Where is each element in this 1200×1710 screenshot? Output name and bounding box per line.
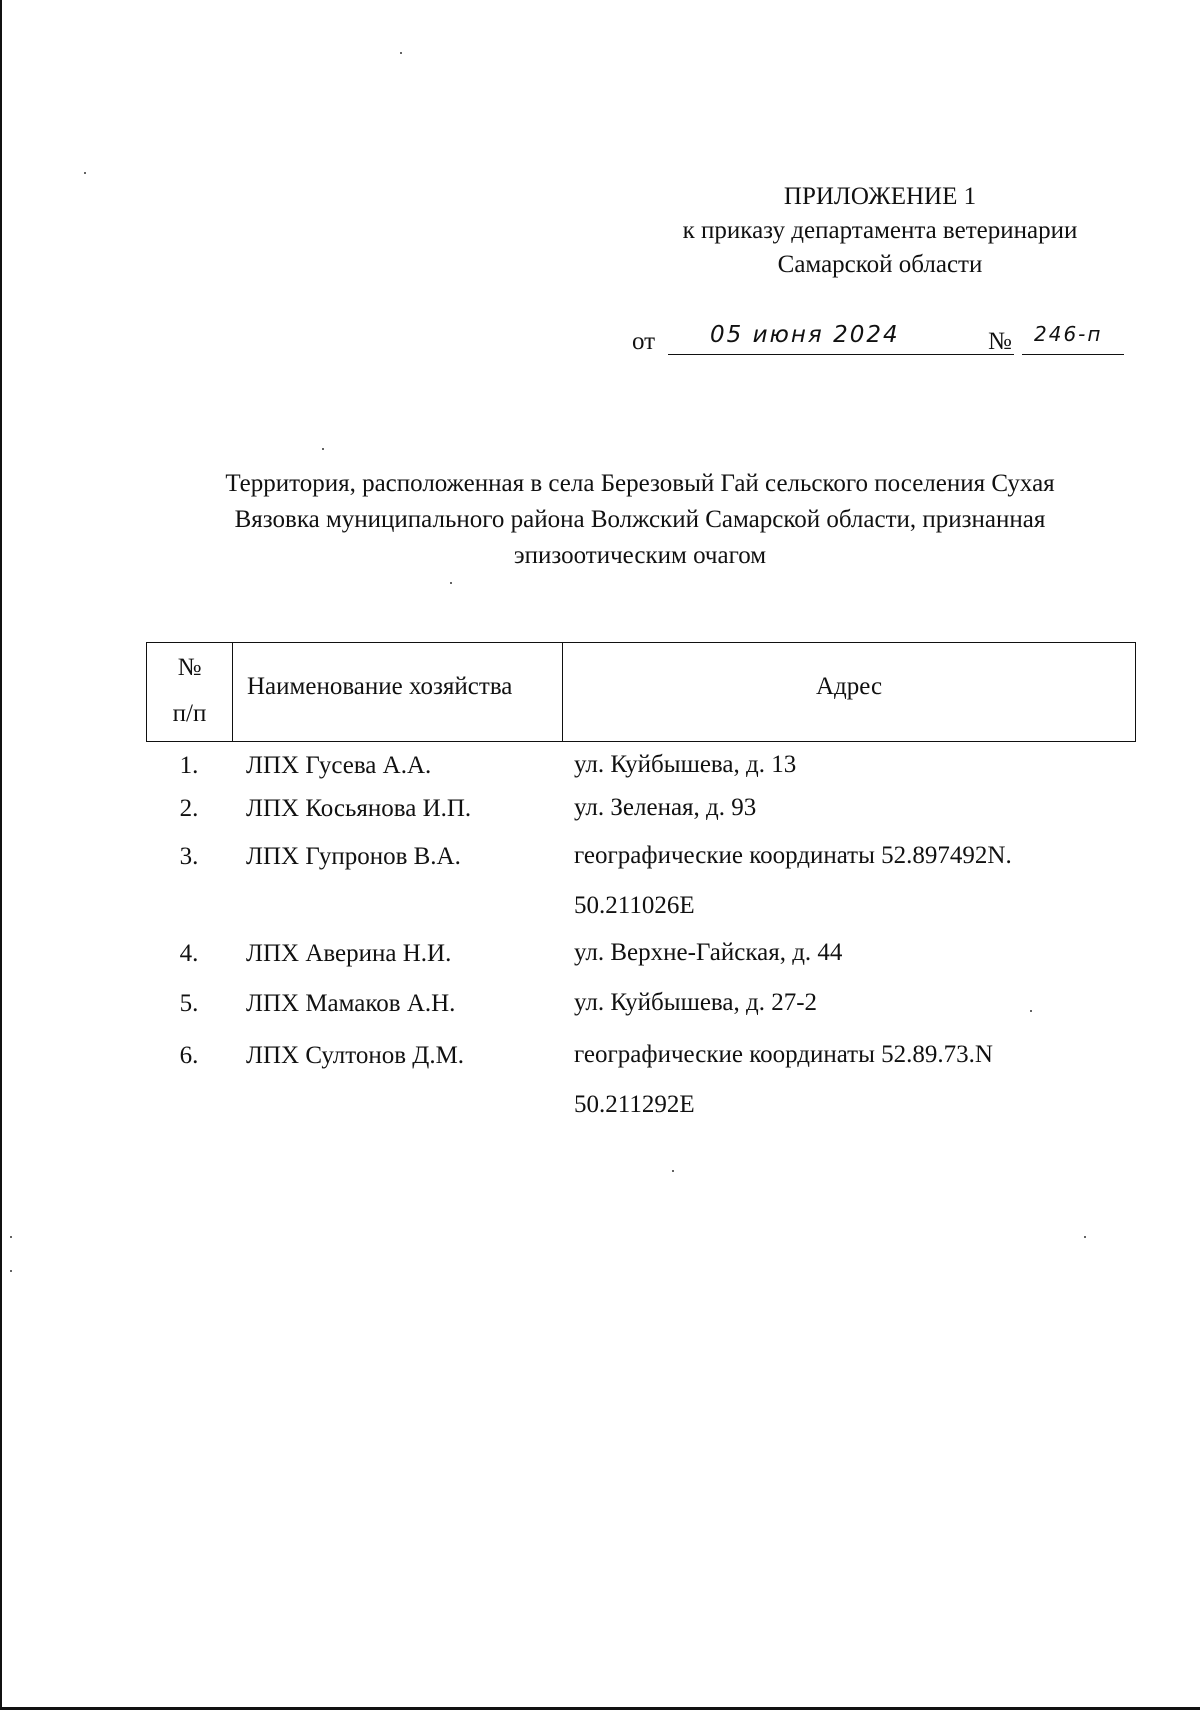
order-number-field [1022, 322, 1124, 355]
row-number: 5. [179, 990, 199, 1017]
row-number: 6. [179, 1042, 199, 1069]
row-address: географические координаты 52.897492N. [574, 842, 1012, 869]
appendix-region: Самарской области [777, 251, 983, 278]
document-title [160, 466, 1120, 574]
row-number: 4. [179, 940, 199, 967]
header-number [147, 643, 233, 741]
title-line: Вязовка муниципального района Волжский Самарской области, признанная [234, 506, 1046, 533]
row-address-continued: 50.211026E [574, 892, 695, 919]
row-number: 3. [179, 843, 199, 870]
scan-edge-left [0, 0, 2, 1710]
order-date-field [668, 322, 1014, 355]
order-from-label: от [632, 328, 656, 355]
header-number-pp: п/п [172, 700, 207, 727]
row-address: ул. Верхне-Гайская, д. 44 [574, 939, 843, 966]
title-line: Территория, расположенная в села Березовый Гай сельского поселения Сухая [225, 470, 1055, 497]
scan-speck [84, 172, 86, 174]
table-header [146, 642, 1136, 742]
row-number: 2. [179, 795, 199, 822]
order-number-handwritten: 246-п [1034, 322, 1103, 346]
scan-speck [400, 52, 402, 54]
row-farm-name: ЛПХ Гупронов В.А. [246, 843, 461, 870]
order-date-handwritten: 05 июня 2024 [710, 322, 900, 348]
row-address: ул. Куйбышева, д. 27-2 [574, 989, 818, 1016]
title-line: эпизоотическим очагом [513, 542, 767, 569]
appendix-order-reference: к приказу департамента ветеринарии [682, 217, 1078, 244]
scan-speck [450, 582, 452, 584]
row-address: ул. Куйбышева, д. 13 [574, 751, 797, 778]
scan-speck [10, 1270, 12, 1272]
order-number-label: № [988, 328, 1012, 355]
row-farm-name: ЛПХ Аверина Н.И. [246, 940, 452, 967]
scan-speck [1084, 1236, 1086, 1238]
scan-speck [1030, 1010, 1032, 1012]
row-farm-name: ЛПХ Гусева А.А. [246, 752, 432, 779]
row-farm-name: ЛПХ Мамаков А.Н. [246, 990, 456, 1017]
row-address: ул. Зеленая, д. 93 [574, 794, 757, 821]
header-number-symbol: № [177, 654, 202, 681]
row-number: 1. [179, 752, 199, 779]
appendix-heading: ПРИЛОЖЕНИЕ 1 [783, 183, 977, 210]
appendix-header [640, 180, 1120, 282]
scan-speck [322, 448, 324, 450]
row-address: географические координаты 52.89.73.N [574, 1041, 993, 1068]
header-farm-name: Наименование хозяйства [233, 643, 563, 741]
header-address: Адрес [815, 673, 883, 700]
scan-speck [10, 1236, 12, 1238]
row-address-continued: 50.211292E [574, 1091, 695, 1118]
row-farm-name: ЛПХ Косьянова И.П. [246, 795, 472, 822]
row-farm-name: ЛПХ Султонов Д.М. [246, 1042, 465, 1069]
scan-speck [672, 1170, 674, 1172]
